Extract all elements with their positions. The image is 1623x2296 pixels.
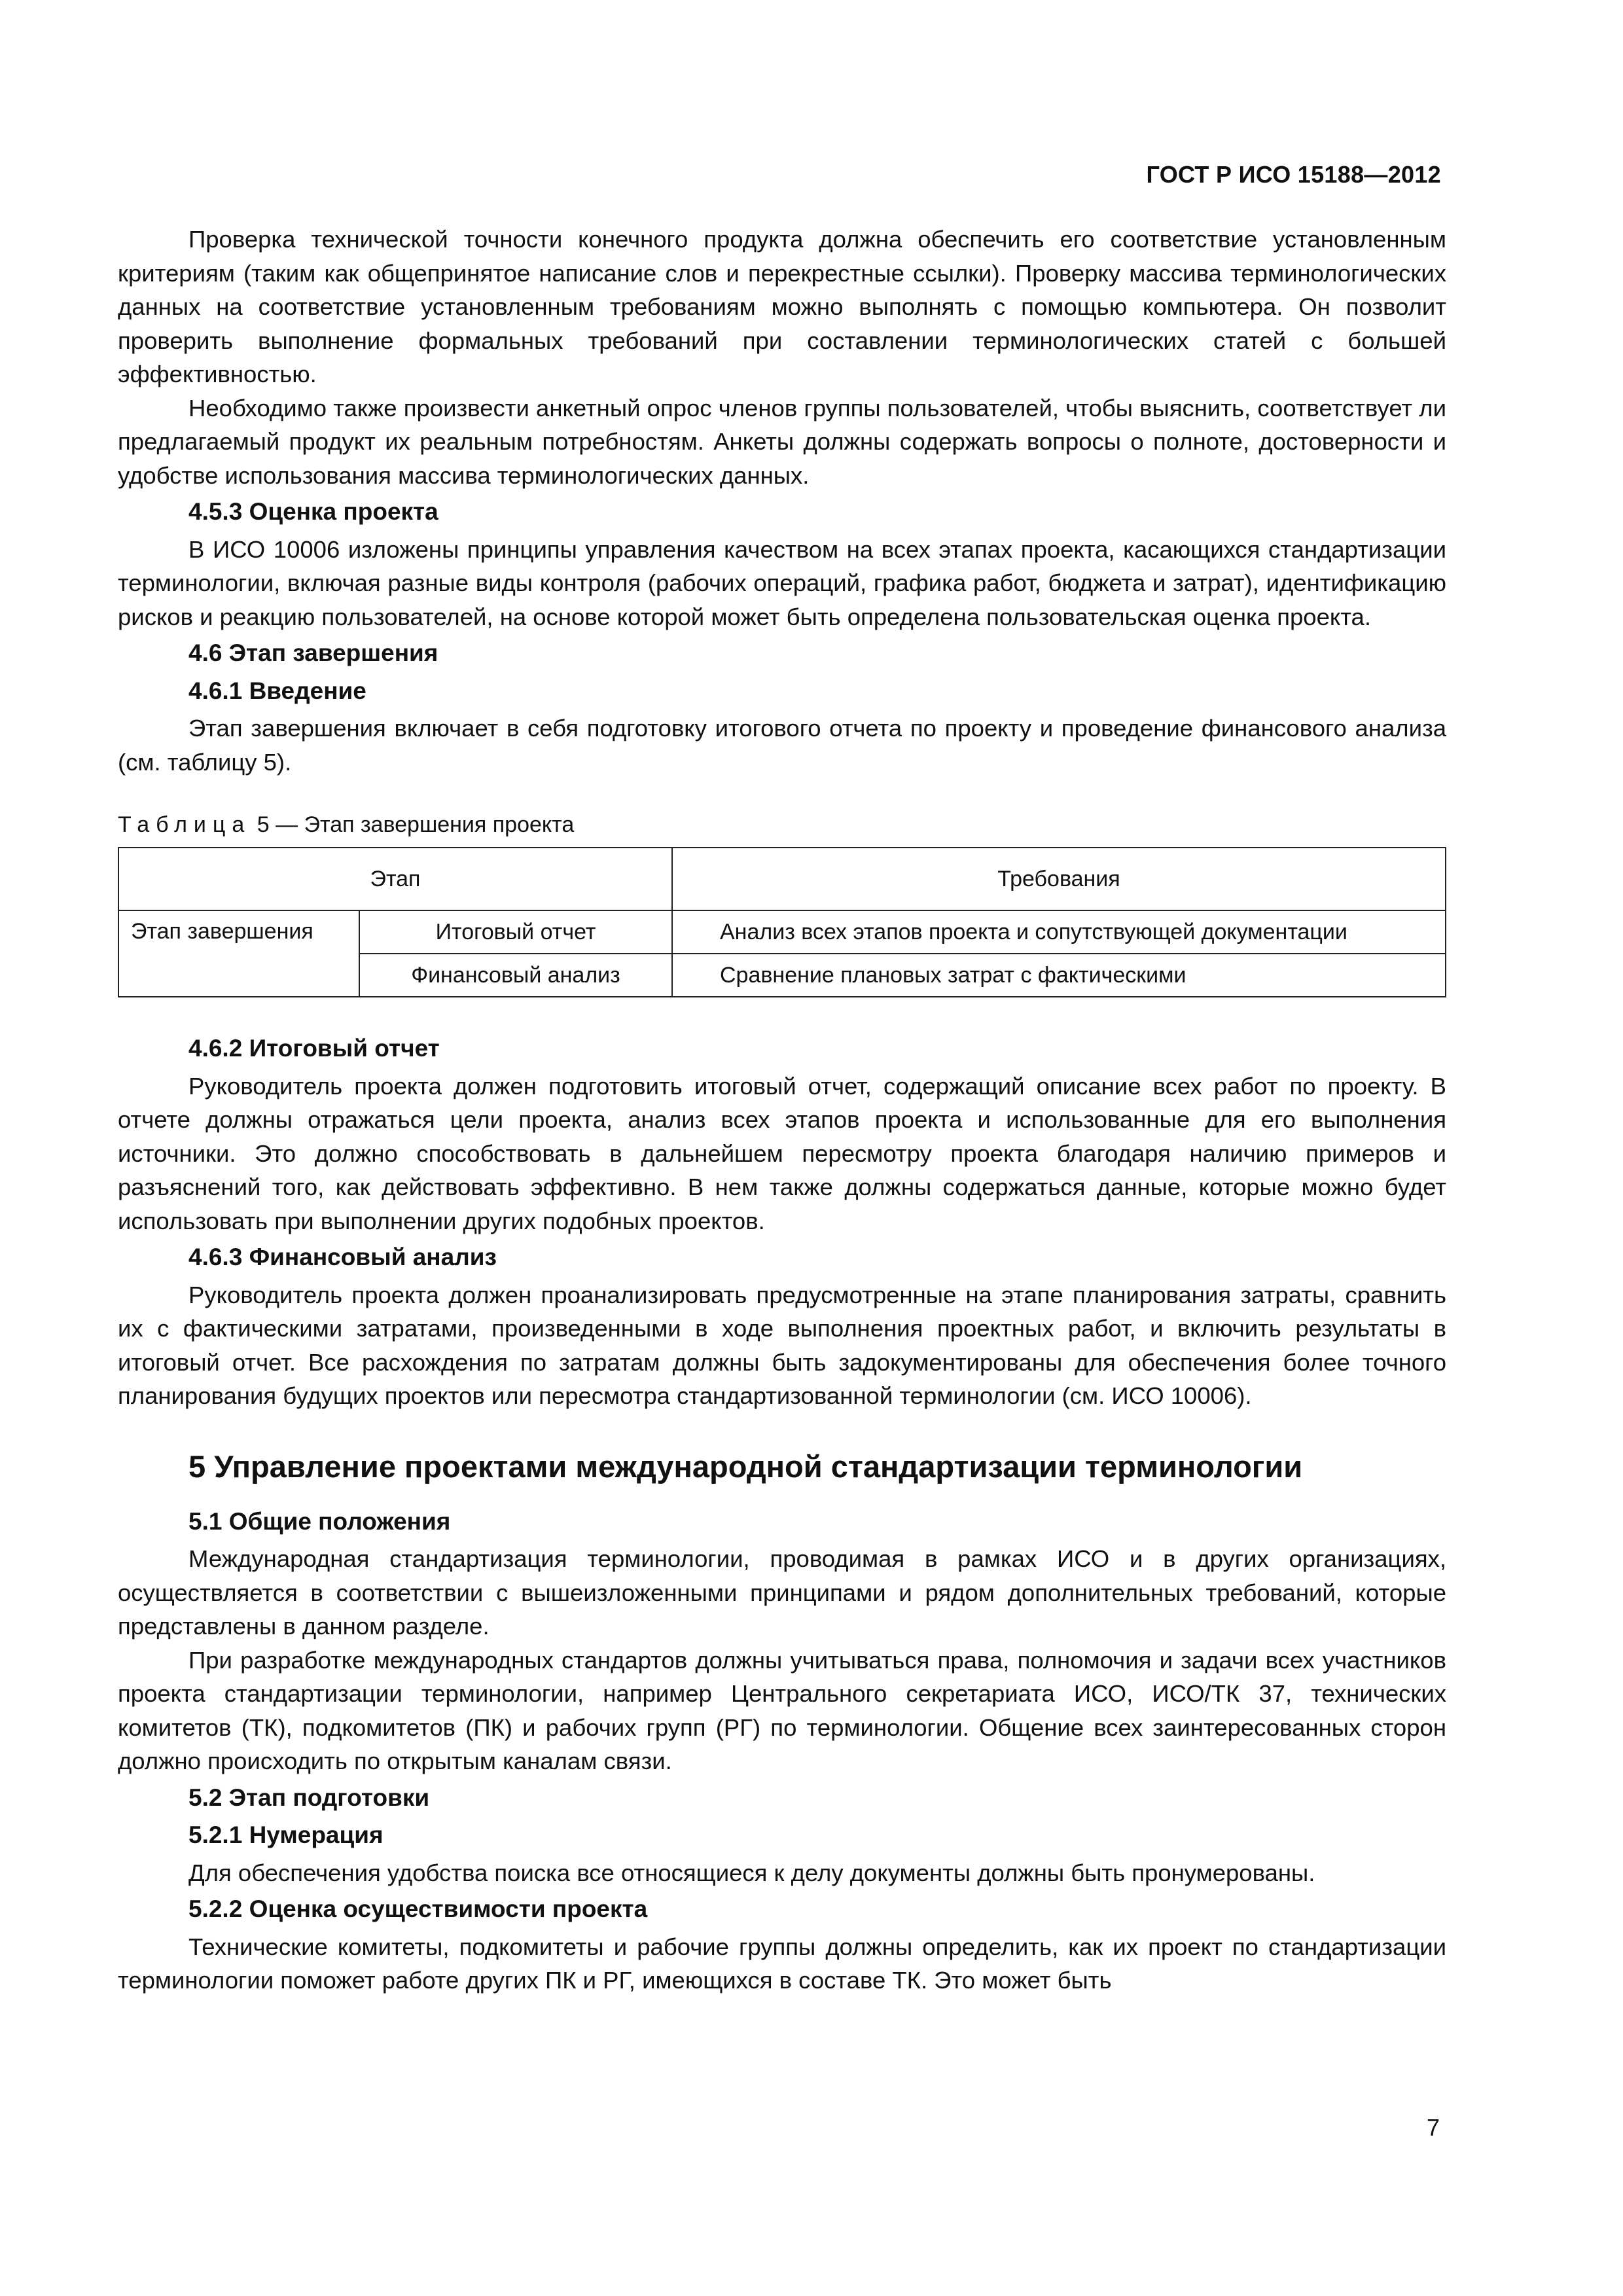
table-cell-substage: Итоговый отчет: [359, 910, 672, 954]
table-caption-text: 5 — Этап завершения проекта: [257, 812, 575, 837]
table-caption: [118, 810, 1446, 839]
table-cell-stage: Этап завершения: [118, 910, 359, 997]
paragraph: Для обеспечения удобства поиска все относящиеся к делу документы должны быть пронумерованы.: [188, 1859, 1315, 1886]
section-heading-5-2: 5.2 Этап подготовки: [188, 1784, 430, 1811]
table-cell-requirement: Анализ всех этапов проекта и сопутствующей документации: [672, 910, 1446, 954]
section-heading-4-6-3: 4.6.3 Финансовый анализ: [188, 1244, 497, 1270]
table-header-row: [118, 848, 1446, 910]
chapter-heading-5: 5 Управление проектами международной стандартизации терминологии: [188, 1448, 1303, 1484]
paragraph: Руководитель проекта должен подготовить итоговый отчет, содержащий описание всех работ по проекту. В отчете должны отражаться цели проекта, анализ всех этапов проекта и использованные для его выполнения источники. Это должно способствовать в дальнейшем пересмотру проекта благодаря наличию примеров и разъяснений того, как действовать эффективно. В нем также должны содержаться данные, которые можно будет использовать при выполнении других подобных проектов.: [118, 1072, 1446, 1234]
standard-header: ГОСТ Р ИСО 15188—2012: [1146, 161, 1441, 188]
section-heading-5-1: 5.1 Общие положения: [188, 1507, 451, 1535]
section-heading-4-6-1: 4.6.1 Введение: [188, 677, 366, 704]
page-content: [118, 223, 1446, 1998]
paragraph: При разработке международных стандартов должны учитываться права, полномочия и задачи всех участников проекта стандартизации терминологии, например Центрального секретариата ИСО, ИСО/ТК 37, технических комитетов (ТК), подкомитетов (ПК) и рабочих групп (РГ) по терминологии. Общение всех заинтересованных сторон должно происходить по открытым каналам связи.: [118, 1646, 1446, 1774]
paragraph: Технические комитеты, подкомитеты и рабочие группы должны определить, как их проект по стандартизации терминологии поможет работе других ПК и РГ, имеющихся в составе ТК. Это может быть: [118, 1933, 1446, 1994]
section-heading-4-6-2: 4.6.2 Итоговый отчет: [188, 1035, 440, 1062]
section-heading-4-6: 4.6 Этап завершения: [188, 639, 438, 666]
table-row: [118, 910, 1446, 954]
table-caption-word: Таблица: [118, 812, 251, 837]
paragraph: Необходимо также произвести анкетный опрос членов группы пользователей, чтобы выяснить, соответствует ли предлагаемый продукт их реальным потребностям. Анкеты должны содержать вопросы о полноте, достоверности и удобстве использования массива терминологических данных.: [118, 394, 1446, 489]
table-cell-substage: Финансовый анализ: [359, 954, 672, 997]
paragraph: Руководитель проекта должен проанализировать предусмотренные на этапе планирования затраты, сравнить их с фактическими затратами, произведенными в ходе выполнения проектных работ, и включить результаты в итоговый отчет. Все расхождения по затратам должны быть задокументированы для обеспечения более точного планирования будущих проектов или пересмотра стандартизованной терминологии (см. ИСО 10006).: [118, 1281, 1446, 1409]
section-heading-5-2-2: 5.2.2 Оценка осуществимости проекта: [188, 1895, 648, 1922]
paragraph: Этап завершения включает в себя подготовку итогового отчета по проекту и проведение финансового анализа (см. таблицу 5).: [118, 715, 1446, 776]
section-heading-4-5-3: 4.5.3 Оценка проекта: [188, 498, 438, 525]
table-header-requirements: Требования: [672, 848, 1446, 910]
section-heading-5-2-1: 5.2.1 Нумерация: [188, 1821, 383, 1848]
table-cell-requirement: Сравнение плановых затрат с фактическими: [672, 954, 1446, 997]
paragraph: Проверка технической точности конечного продукта должна обеспечить его соответствие установленным критериям (таким как общепринятое написание слов и перекрестные ссылки). Проверку массива терминологических данных на соответствие установленным требованиям можно выполнять с помощью компьютера. Он позволит проверить выполнение формальных требований при составлении терминологических статей с большей эффективностью.: [118, 226, 1446, 387]
page-number: 7: [1426, 2114, 1440, 2141]
paragraph: Международная стандартизация терминологии, проводимая в рамках ИСО и в других организациях, осуществляется в соответствии с вышеизложенными принципами и рядом дополнительных требований, которые представлены в данном разделе.: [118, 1545, 1446, 1640]
paragraph: В ИСО 10006 изложены принципы управления качеством на всех этапах проекта, касающихся стандартизации терминологии, включая разные виды контроля (рабочих операций, графика работ, бюджета и затрат), идентификацию рисков и реакцию пользователей, на основе которой может быть определена пользовательская оценка проекта.: [118, 535, 1446, 630]
completion-stage-table: [118, 847, 1446, 997]
table-header-stage: Этап: [118, 848, 672, 910]
